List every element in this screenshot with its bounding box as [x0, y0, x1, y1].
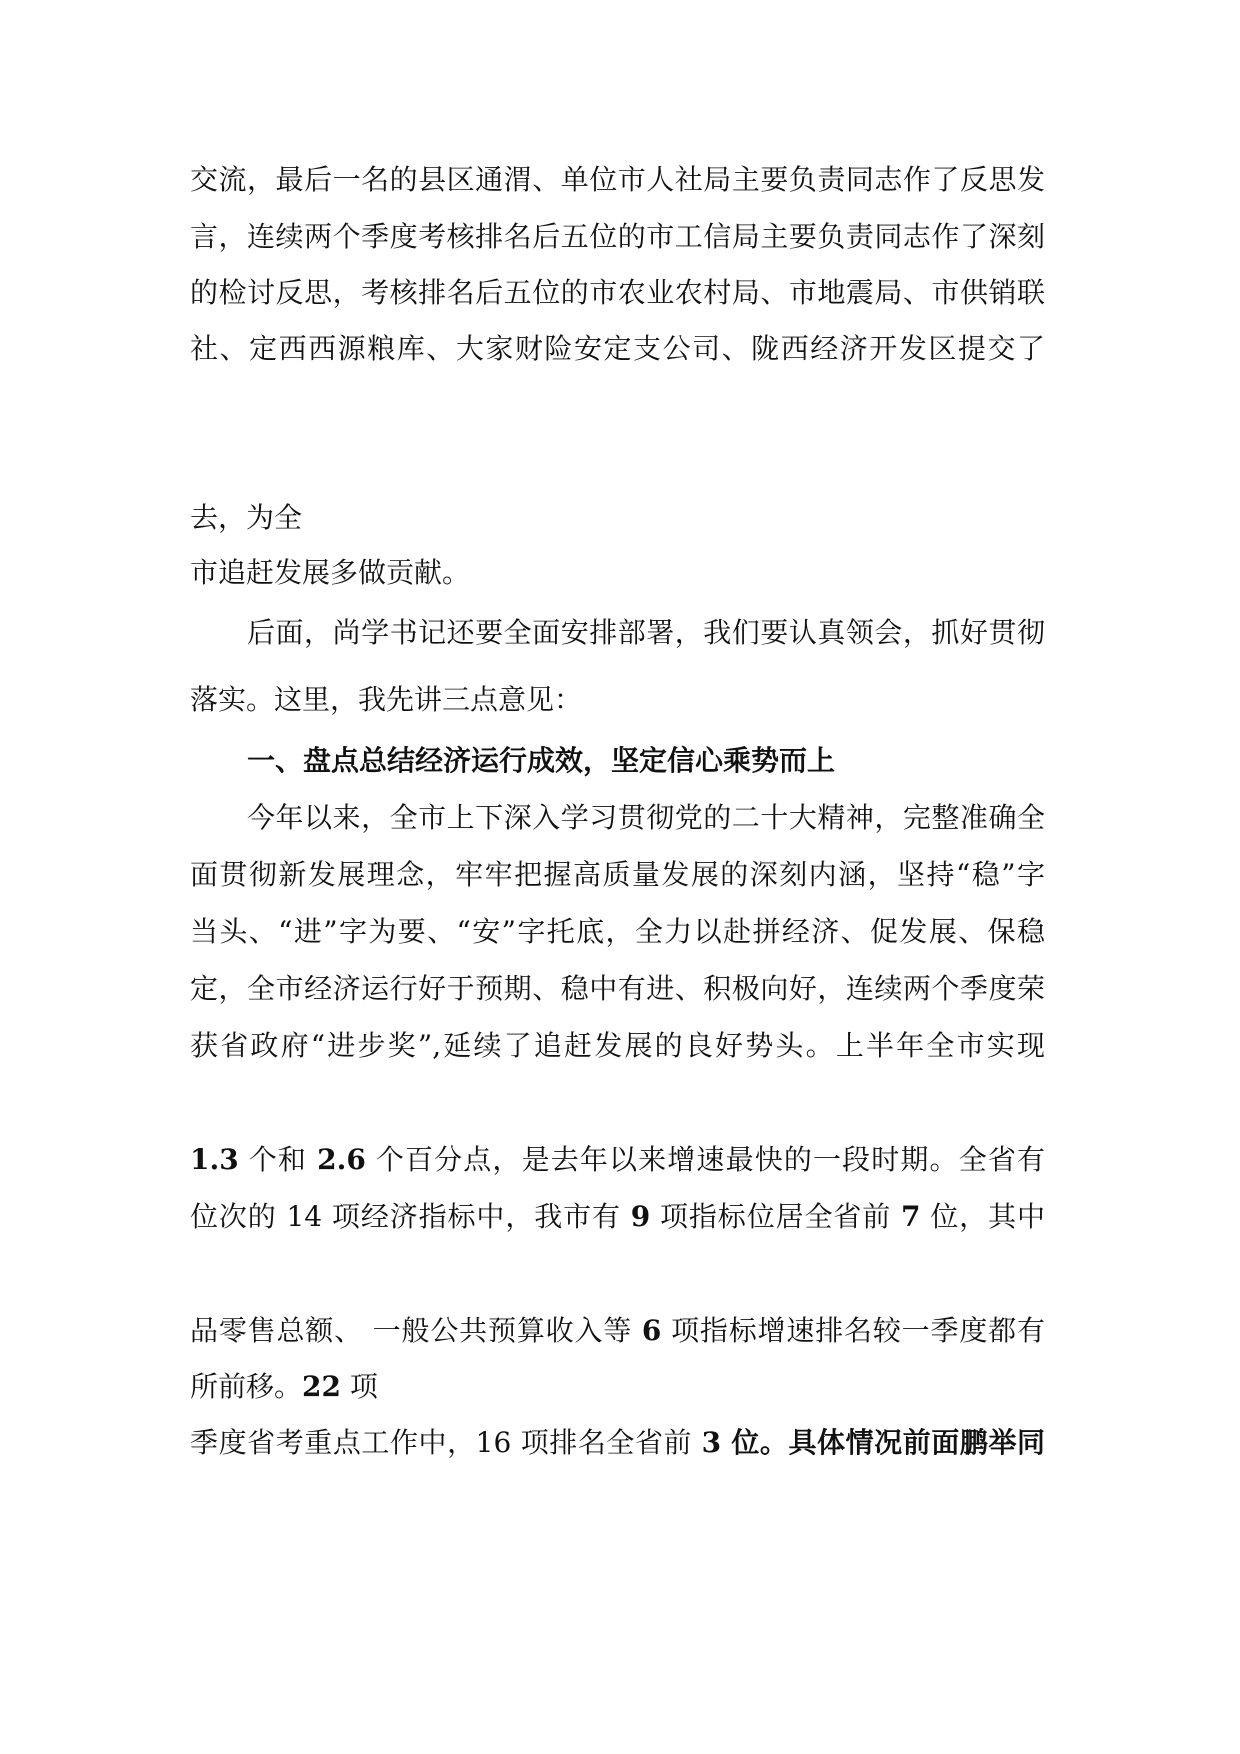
text-segment: 落实。这里，我先讲三点意见： [190, 683, 583, 716]
text-line [190, 386, 1045, 426]
bold-number: 7 [901, 1200, 921, 1233]
text-segment: 个百分点，是去年以来增速最快的一段时期。全省有 [365, 1143, 1045, 1176]
text-line [190, 855, 1045, 895]
bold-number: 6 [641, 1314, 662, 1347]
text-line [190, 553, 1045, 593]
text-segment: 项指标位居全省前 [650, 1200, 901, 1233]
text-line [190, 969, 1045, 1009]
text-line [190, 160, 1045, 200]
text-line [190, 1367, 1045, 1407]
text-segment: 位，其中 [920, 1200, 1045, 1233]
text-segment: 品零售总额、 一般公共预算收入等 [190, 1314, 642, 1347]
text-line [190, 217, 1045, 257]
paragraph-first-line [190, 613, 1045, 653]
text-line [190, 1423, 1045, 1463]
text-segment: 后面，尚学书记还要全面安排部署，我们要认真领会，抓好贯彻 [247, 616, 1045, 649]
text-segment: 社、定西西源粮库、大家财险安定支公司、陇西经济开发区提交了 [190, 332, 1045, 365]
text-line [190, 1140, 1045, 1180]
text-line [190, 442, 1045, 482]
bold-number: 2.6 [317, 1143, 366, 1176]
text-segment: 位次的 14 项经济指标中，我市有 [190, 1200, 631, 1233]
text-segment: 当头、“进”字为要、“安”字托底，全力以赴拼经济、促发展、保稳 [190, 915, 1045, 948]
text-segment: 项指标增速排名较一季度都有 [661, 1314, 1045, 1347]
text-line [190, 1254, 1045, 1294]
section-heading [190, 741, 1045, 781]
text-segment: 季度省考重点工作中，16 项排名全省前 [190, 1426, 702, 1459]
text-segment: 言，连续两个季度考核排名后五位的市工信局主要负责同志作了深刻 [190, 220, 1045, 253]
paragraph-first-line [190, 798, 1045, 838]
bold-number: 9 [630, 1200, 651, 1233]
text-segment: 市追赶发展多做贡献。 [190, 556, 471, 589]
heading-text: 一、盘点总结经济运行成效，坚定信心乘势而上 [247, 744, 836, 777]
text-segment: 项 [340, 1370, 378, 1403]
text-line [190, 329, 1045, 369]
text-line [190, 498, 1045, 538]
text-line [190, 1026, 1045, 1066]
text-segment: 获省政府“进步奖”,延续了追赶发展的良好势头。上半年全市实现 [190, 1029, 1045, 1062]
text-segment: 的检讨反思，考核排名后五位的市农业农村局、市地震局、市供销联 [190, 276, 1045, 309]
text-segment: 所前移。 [190, 1370, 303, 1403]
bold-number: 1.3 [190, 1143, 239, 1176]
text-line [190, 680, 1045, 720]
text-segment: 交流，最后一名的县区通渭、单位市人社局主要负责同志作了反思发 [190, 163, 1045, 196]
text-segment: 面贯彻新发展理念，牢牢把握高质量发展的深刻内涵，坚持“稳”字 [190, 858, 1045, 891]
text-line [190, 912, 1045, 952]
text-line [190, 1083, 1045, 1123]
text-segment: 今年以来，全市上下深入学习贯彻党的二十大精神，完整准确全 [247, 801, 1045, 834]
text-segment: 个和 [238, 1143, 318, 1176]
text-segment: 定，全市经济运行好于预期、稳中有进、积极向好，连续两个季度荣 [190, 972, 1045, 1005]
text-line [190, 1311, 1045, 1351]
text-line [190, 1197, 1045, 1237]
bold-number: 22 [302, 1370, 341, 1403]
text-segment: 去，为全 [190, 501, 303, 534]
bold-text: 3 位。具体情况前面鹏举同 [701, 1426, 1045, 1459]
text-line [190, 273, 1045, 313]
